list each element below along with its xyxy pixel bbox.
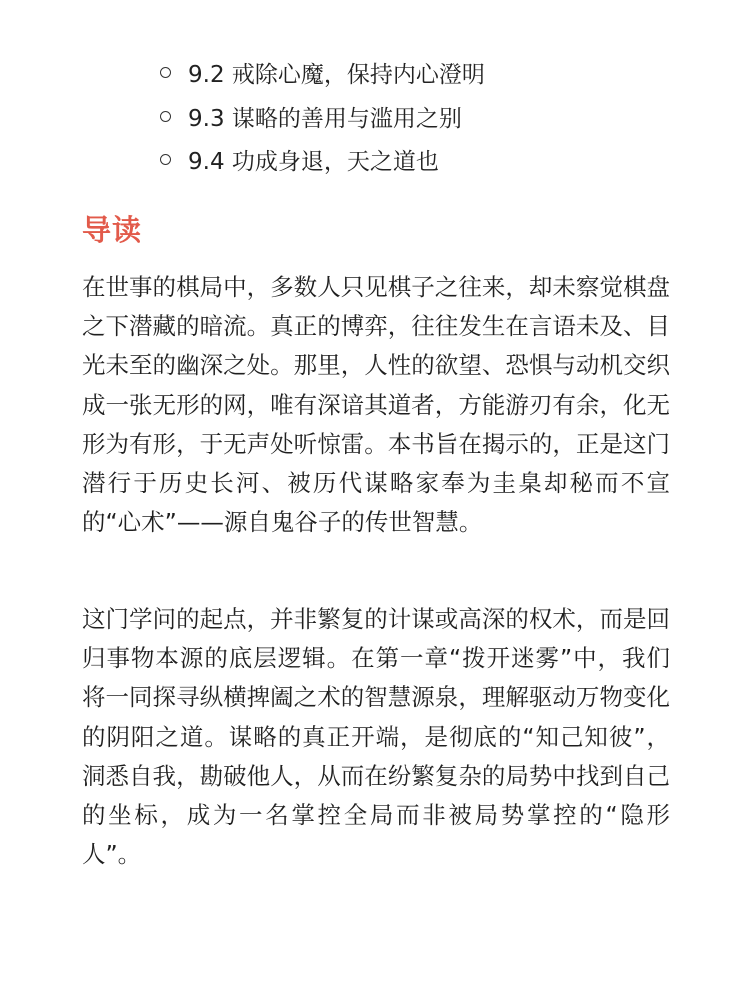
body-paragraph: 在世事的棋局中，多数人只见棋子之往来，却未察觉棋盘之下潜藏的暗流。真正的博弈，往往发生在言语未及、目光未至的幽深之处。那里，人性的欲望、恐惧与动机交织成一张无形的网，唯有深谙其道者，方能游刃有余，化无形为有形，于无声处听惊雷。本书旨在揭示的，正是这门潜行于历史长河、被历代谋略家奉为圭臬却秘而不宣的“心术”——源自鬼谷子的传世智慧。 — [82, 273, 670, 537]
body-paragraph: 这门学问的起点，并非繁复的计谋或高深的权术，而是回归事物本源的底层逻辑。在第一章“拨开迷雾”中，我们将一同探寻纵横捭阖之术的智慧源泉，理解驱动万物变化的阴阳之道。谋略的真正开端，是彻底的“知己知彼”，洞悉自我，勘破他人，从而在纷繁复杂的局势中找到自己的坐标，成为一名掌控全局而非被局势掌控的“隐形人”。 — [82, 605, 670, 869]
hollow-circle-bullet-icon — [160, 67, 171, 78]
hollow-circle-bullet-icon — [160, 111, 171, 122]
toc-item-label: 9.4 功成身退，天之道也 — [188, 149, 439, 176]
toc-item-label: 9.2 戒除心魔，保持内心澄明 — [188, 62, 485, 89]
toc-list — [160, 51, 485, 182]
toc-item[interactable] — [160, 95, 485, 139]
section-title: 导读 — [82, 213, 143, 247]
toc-item-label: 9.3 谋略的善用与滥用之别 — [188, 105, 462, 132]
toc-item[interactable] — [160, 138, 485, 182]
toc-item[interactable] — [160, 51, 485, 95]
hollow-circle-bullet-icon — [160, 154, 171, 165]
